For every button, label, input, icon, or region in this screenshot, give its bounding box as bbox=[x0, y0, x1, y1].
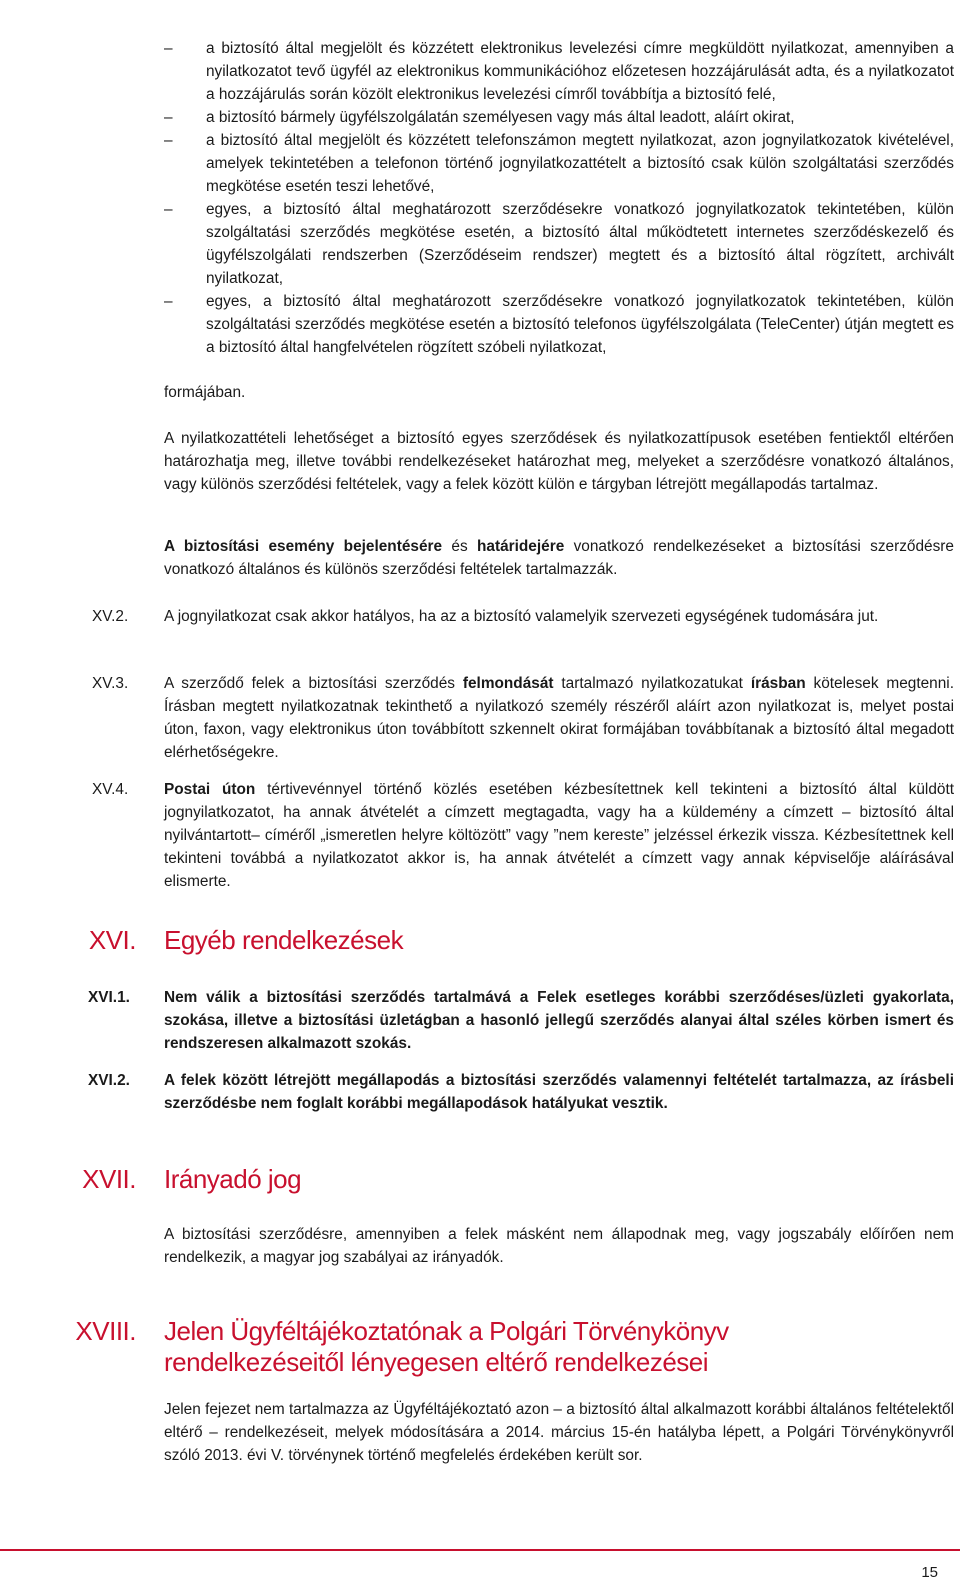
section-number: XVII. bbox=[82, 1164, 136, 1194]
clause-number: XV.4. bbox=[92, 781, 129, 798]
dash-marker: – bbox=[164, 293, 173, 310]
dash-marker: – bbox=[164, 201, 173, 218]
dash-marker: – bbox=[164, 109, 173, 126]
section-number: XVI. bbox=[88, 925, 136, 955]
civil-code-deviation-text: Jelen fejezet nem tartalmazza az Ügyféltájékoztató azon – a biztosító által alkalmazott korábbi általános feltételektől eltérő – rendelkezéseit, melyek módosítására a 2014. március 15-én hatályba lépett, a Polgári Törvénykönyvről szóló 2013. évi V. törvénynek történő megfelelés érdekében került sor. bbox=[164, 1401, 954, 1464]
clause-xv2-text: A jognyilatkozat csak akkor hatályos, ha az a biztosító valamelyik szervezeti egységének tudomására jut. bbox=[164, 608, 879, 625]
clause-xv4-text: Postai úton tértivevénnyel történő közlés esetében kézbesítettnek kell tekinteni a biztosító által küldött jognyilatkozatot, ha annak átvételét a címzett megtagadta, vagy ha a küldemény a címzett – biztosító által nyilvántartott– címéről „ismeretlen helyre költözött” vagy ”nem kereste” jelzéssel érkezik vissza. Kézbesítettnek kell tekinteni továbbá a nyilatkozatot akkor is, ha annak átvételét a címzett vagy annak képviselője aláírásával elismerte. bbox=[164, 781, 954, 890]
clause-number: XVI.1. bbox=[88, 989, 130, 1006]
clause-xvi1-text: Nem válik a biztosítási szerződés tartalmává a Felek esetleges korábbi szerződéses/üzleti gyakorlata, szokása, illetve a biztosítási üzletágban a hasonló jellegű szerződés alanyai által széles körben ismert és rendszeresen alkalmazott szokás. bbox=[164, 989, 954, 1052]
list-item: – egyes, a biztosító által meghatározott szerződésekre vonatkozó jognyilatkozatok tekintetében, külön szolgáltatási szerződés megkötése esetén, a biztosító által működtetett internetes szerződéskezelő és ügyfélszolgálati rendszerben (Szerződéseim rendszer) megtett és a biztosító által rögzített, archivált nyilatkozat, bbox=[164, 198, 954, 290]
statement-options-paragraph: A nyilatkozattételi lehetőséget a biztosító egyes szerződések és nyilatkozattípusok esetében fentiektől eltérően határozhatja meg, illetve további rendelkezéseket határozhat meg, melyeket a szerződésre vonatkozó általános, vagy különös szerződési feltételek, vagy a felek között külön e tárgyban létrejött megállapodás tartalmaz. bbox=[164, 430, 954, 493]
dash-marker: – bbox=[164, 40, 173, 57]
list-item: – a biztosító által megjelölt és közzétett telefonszámon megtett nyilatkozat, azon jognyilatkozatok kivételével, amelyek tekintetében a telefonon történő jognyilatkozattételt a biztosító csak külön szolgáltatási szerződés megkötése esetén teszi lehetővé, bbox=[164, 129, 954, 198]
list-item: – a biztosító által megjelölt és közzétett elektronikus levelezési címre megküldött nyilatkozat, amennyiben a nyilatkozatot tevő ügyfél az elektronikus kommunikációhoz előzetesen hozzájárulását adta, és a nyilatkozatot a hozzájárulás során közölt elektronikus levelezési címről továbbítja a biztosító felé, bbox=[164, 37, 954, 106]
formajaban-text: formájában. bbox=[164, 384, 246, 401]
list-item: – a biztosító bármely ügyfélszolgálatán személyesen vagy más által leadott, aláírt okirat, bbox=[164, 106, 954, 129]
clause-number: XVI.2. bbox=[88, 1072, 130, 1089]
section-title-line-2: rendelkezéseitől lényegesen eltérő rendelkezései bbox=[164, 1347, 709, 1377]
list-item: – egyes, a biztosító által meghatározott szerződésekre vonatkozó jognyilatkozatok tekintetében, külön szolgáltatási szerződés megkötése esetén a biztosító telefonos ügyfélszolgálata (TeleCenter) útján megtett es a biztosító által hangfelvételen rögzített szóbeli nyilatkozat, bbox=[164, 290, 954, 359]
clause-number: XV.3. bbox=[92, 675, 129, 692]
section-title: Irányadó jog bbox=[164, 1164, 302, 1194]
section-title: Egyéb rendelkezések bbox=[164, 925, 404, 955]
clause-xvi2-text: A felek között létrejött megállapodás a biztosítási szerződés valamennyi feltételét tartalmazza, az írásbeli szerződésbe nem foglalt korábbi megállapodások hatályukat vesztik. bbox=[164, 1072, 954, 1112]
section-title: Jelen Ügyféltájékoztatónak a Polgári Törvénykönyv bbox=[164, 1316, 729, 1346]
section-number: XVIII. bbox=[75, 1316, 136, 1346]
dash-marker: – bbox=[164, 132, 173, 149]
page-number: 15 bbox=[921, 1564, 938, 1581]
clause-xv3-text: A szerződő felek a biztosítási szerződés felmondását tartalmazó nyilatkozatukat írásban kötelesek megtenni. Írásban megtett nyilatkozatnak tekinthető a nyilatkozó személy részéről aláírt azon nyilatkozat is, melyet postai úton, faxon, vagy elektronikus úton továbbított szkennelt okirat formájában továbbítanak a biztosító által megadott elérhetőségekre. bbox=[164, 675, 955, 761]
governing-law-text: A biztosítási szerződésre, amennyiben a felek másként nem állapodnak meg, vagy jogszabály előírően nem rendelkezik, a magyar jog szabályai az irányadók. bbox=[164, 1226, 954, 1266]
footer-divider bbox=[0, 1549, 960, 1551]
claim-notification-paragraph: A biztosítási esemény bejelentésére és határidejére vonatkozó rendelkezéseket a biztosítási szerződésre vonatkozó általános és különös szerződési feltételek tartalmazzák. bbox=[164, 538, 954, 578]
clause-number: XV.2. bbox=[92, 608, 129, 625]
statement-methods-list bbox=[164, 37, 954, 359]
